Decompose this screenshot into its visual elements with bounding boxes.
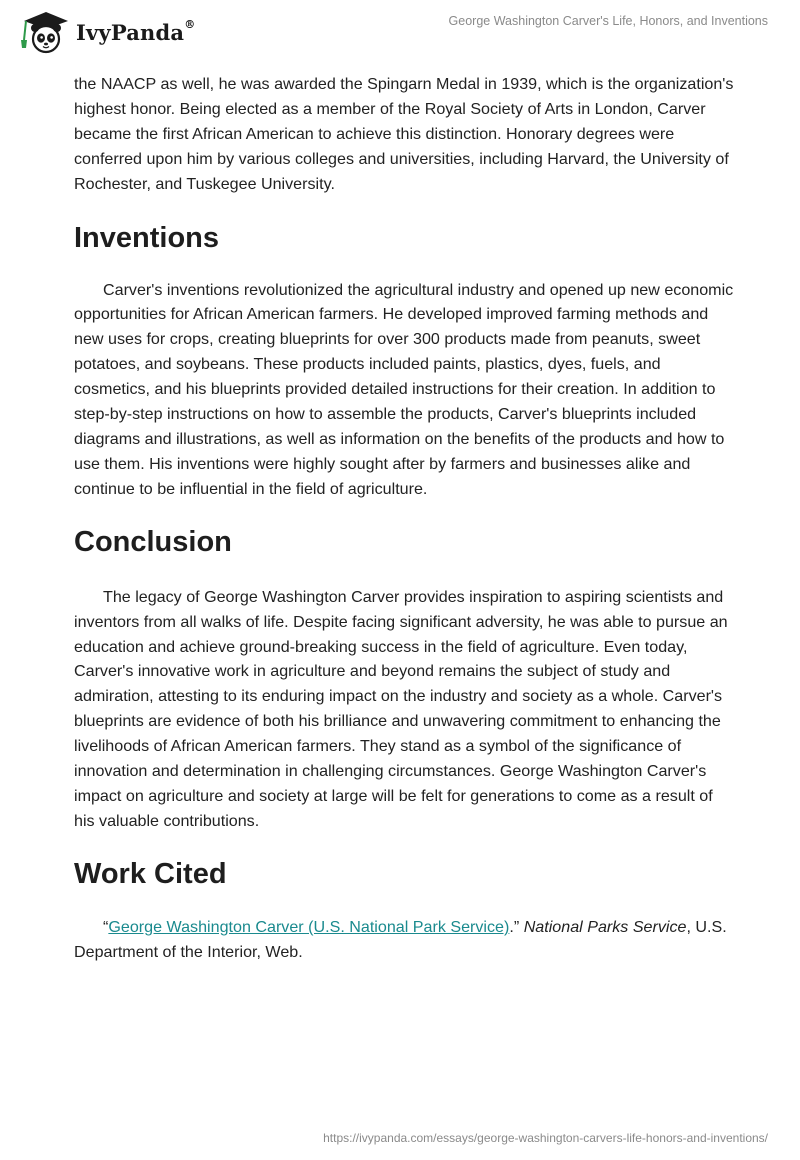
intro-paragraph: the NAACP as well, he was awarded the Spingarn Medal in 1939, which is the organization's highest honor. Being elected as a member of the Royal Society of Arts in London, Carver became the first African American to achieve this distinction. Honorary degrees were conferred upon him by various colleges and universities, including Harvard, the University of Rochester, and Tuskegee University. xyxy=(74,75,734,193)
inventions-heading: Inventions xyxy=(74,221,220,254)
work-cited-heading: Work Cited xyxy=(74,857,227,890)
citation-source: National Parks Service xyxy=(523,917,687,936)
conclusion-paragraph: The legacy of George Washington Carver provides inspiration to aspiring scientists and inventors from all walks of life. Despite facing significant adversity, he was able to pursue an education and achieve ground-breaking success in the field of agriculture. Even today, Carver's innovative work in agriculture and beyond remains the subject of study and admiration, attesting to its enduring impact on the industry and society as a whole. Carver's blueprints are evidence of both his brilliance and unwavering commitment to enhancing the livelihoods of African American farmers. They stand as a symbol of the significance of innovation and determination in challenging circumstances. George Washington Carver's impact on agriculture and society at large will be felt for generations to come as a result of his valuable contributions. xyxy=(74,587,728,830)
footer-url[interactable]: https://ivypanda.com/essays/george-washington-carvers-life-honors-and-inventions/ xyxy=(323,1131,768,1145)
conclusion-heading: Conclusion xyxy=(74,525,232,558)
page-header xyxy=(0,0,800,70)
open-quote: “ xyxy=(103,917,109,936)
site-logo[interactable] xyxy=(16,8,195,56)
citation-link[interactable]: George Washington Carver (U.S. National Park Service) xyxy=(108,917,510,936)
citation-entry xyxy=(74,915,734,965)
essay-content xyxy=(74,72,734,965)
logo-wordmark xyxy=(76,17,196,45)
close-quote: .” xyxy=(509,917,524,936)
citation-rest: , U.S. Department of the Interior, Web. xyxy=(74,917,727,961)
logo-name: IvyPanda xyxy=(76,19,185,45)
panda-graduate-icon xyxy=(16,8,72,56)
inventions-paragraph: Carver's inventions revolutionized the agricultural industry and opened up new economic opportunities for African American farmers. He developed improved farming methods and new uses for crops, creating blueprints for over 300 products made from peanuts, sweet potatoes, and soybeans. These products included paints, plastics, dyes, fuels, and cosmetics, and his blueprints provided detailed instructions for their creation. In addition to step-by-step instructions on how to assemble the products, Carver's blueprints included diagrams and illustrations, as well as information on the benefits of the products and how to use them. His inventions were highly sought after by farmers and businesses alike and continue to be influential in the field of agriculture. xyxy=(74,280,734,498)
registered-mark: ® xyxy=(184,17,196,31)
document-title: George Washington Carver's Life, Honors, and Inventions xyxy=(448,14,768,28)
